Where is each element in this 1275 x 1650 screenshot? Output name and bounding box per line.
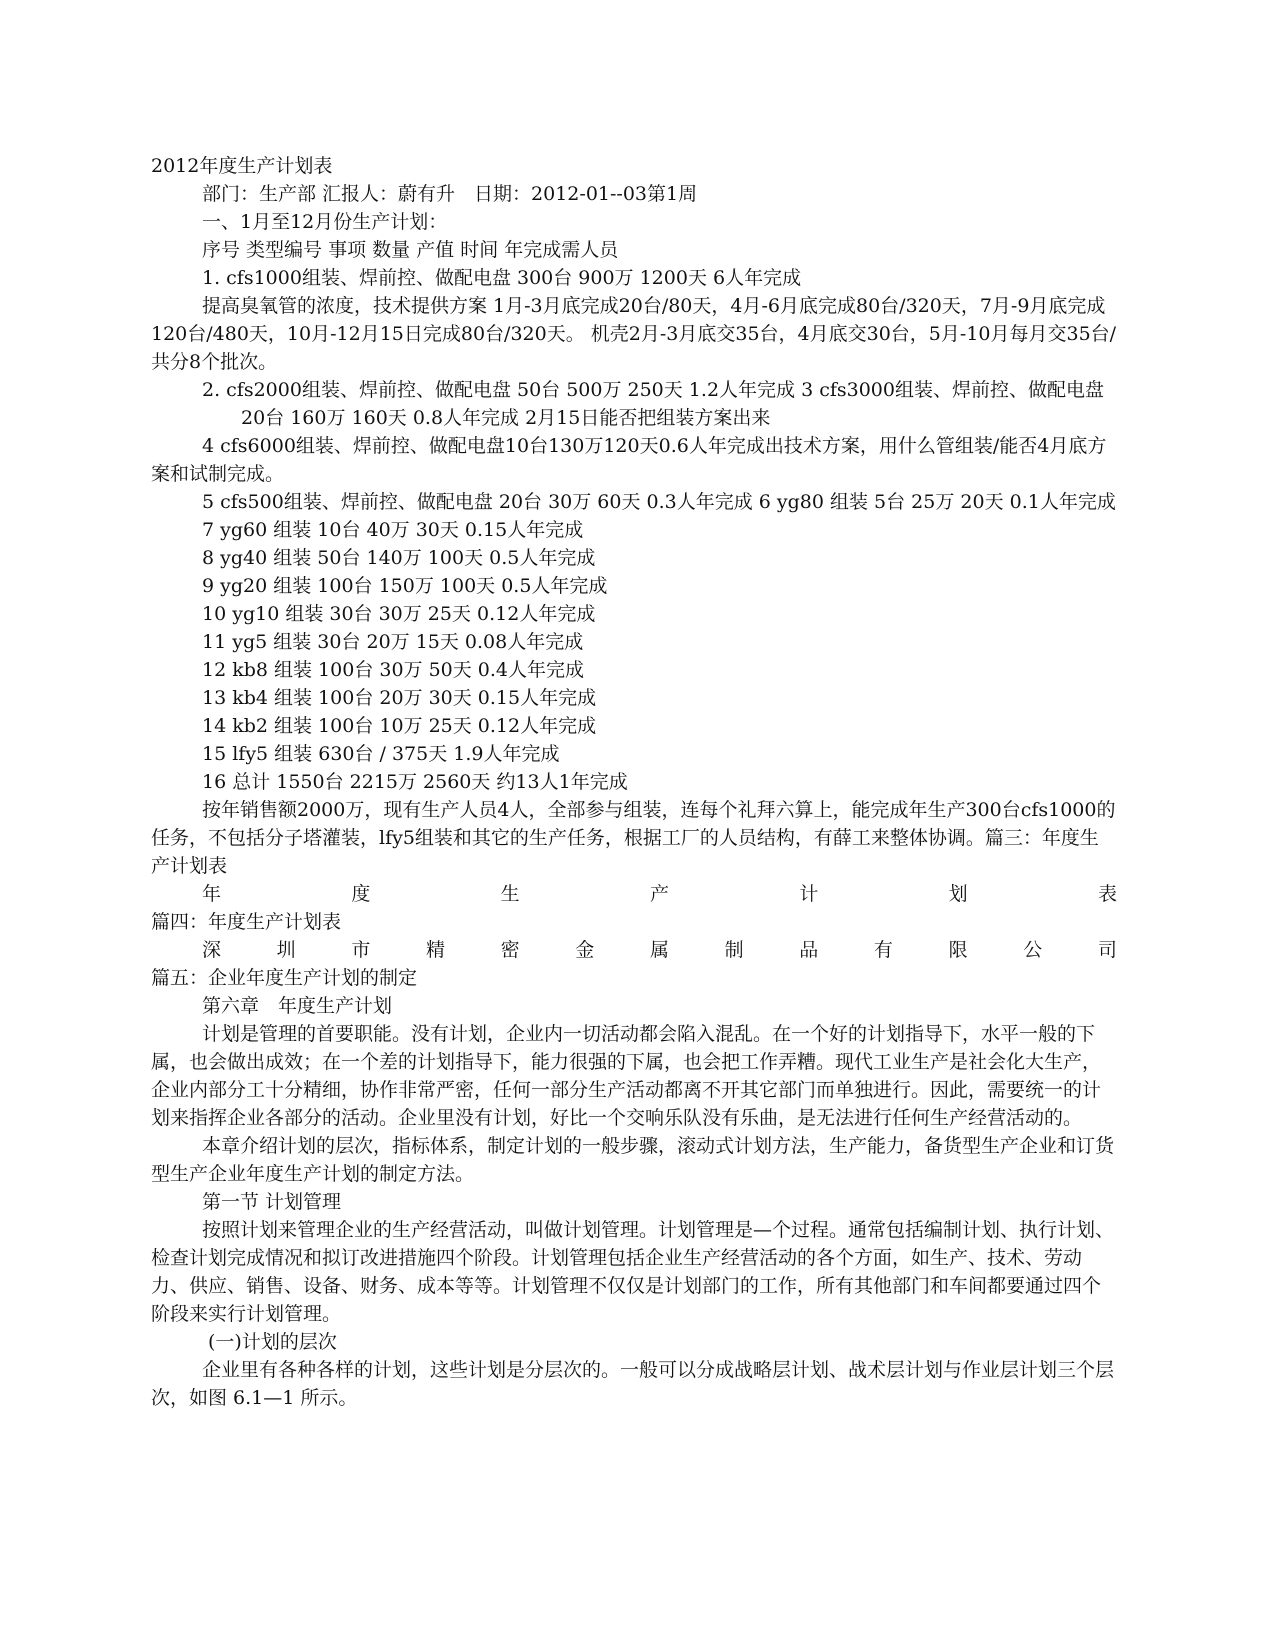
- spread-char: 限: [948, 939, 968, 961]
- spread-char: 金: [575, 939, 595, 961]
- spread-char: 司: [1097, 939, 1117, 961]
- spread-char: 度: [351, 883, 371, 905]
- plan-row: 13 kb4 组装 100台 20万 30天 0.15人年完成: [202, 687, 597, 709]
- spread-char: 精: [425, 939, 445, 961]
- document-body: [151, 152, 1117, 1412]
- spread-char: 制: [724, 939, 744, 961]
- spread-char: 公: [1023, 939, 1043, 961]
- spread-company-line: [151, 936, 1117, 964]
- body-paragraph-1: 计划是管理的首要职能。没有计划，企业内一切活动都会陷入混乱。在一个好的计划指导下，水平一般的下属，也会做出成效；在一个差的计划指导下，能力很强的下属，也会把工作弄糟。现代工业生产是社会化大生产，企业内部分工十分精细，协作非常严密，任何一部分生产活动都离不开其它部门而单独进行。因此，需要统一的计划来指挥企业各部分的活动。企业里没有计划，好比一个交响乐队没有乐曲，是无法进行任何生产经营活动的。: [151, 1023, 1102, 1129]
- plan-row: 11 yg5 组装 30台 20万 15天 0.08人年完成: [202, 631, 584, 653]
- plan-row-total: 16 总计 1550台 2215万 2560天 约13人1年完成: [202, 771, 628, 793]
- table-header-line: 序号 类型编号 事项 数量 产值 时间 年完成需人员: [202, 239, 619, 261]
- chapter-5-heading: 篇五：企业年度生产计划的制定: [151, 967, 418, 989]
- spread-char: 品: [799, 939, 819, 961]
- spread-char: 深: [202, 939, 222, 961]
- subsection-heading: (一)计划的层次: [208, 1331, 337, 1353]
- body-paragraph-2: 本章介绍计划的层次，指标体系，制定计划的一般步骤，滚动式计划方法，生产能力，备货型生产企业和订货型生产企业年度生产计划的制定方法。: [151, 1135, 1115, 1185]
- spread-char: 圳: [276, 939, 296, 961]
- section-heading-1: 第一节 计划管理: [202, 1191, 342, 1213]
- doc-title: 2012年度生产计划表: [151, 155, 333, 177]
- plan-item-1-detail: 提高臭氧管的浓度，技术提供方案 1月-3月底完成20台/80天，4月-6月底完成80台/320天，7月-9月底完成120台/480天，10月-12月15日完成80台/320天。 机壳2月-3月底交35台，4月底交30台，5月-10月每月交35台/共分8个批次。: [151, 295, 1117, 373]
- spread-char: 年: [202, 883, 222, 905]
- plan-row: 8 yg40 组装 50台 140万 100天 0.5人年完成: [202, 547, 596, 569]
- spread-char: 生: [500, 883, 520, 905]
- spread-title-line: [151, 880, 1117, 908]
- spread-char: 产: [649, 883, 669, 905]
- spread-char: 属: [649, 939, 669, 961]
- plan-row: 9 yg20 组装 100台 150万 100天 0.5人年完成: [202, 575, 608, 597]
- spread-char: 市: [351, 939, 371, 961]
- chapter-4-heading: 篇四：年度生产计划表: [151, 911, 342, 933]
- body-paragraph-3: 按照计划来管理企业的生产经营活动，叫做计划管理。计划管理是—个过程。通常包括编制计划、执行计划、检查计划完成情况和拟订改进措施四个阶段。计划管理包括企业生产经营活动的各个方面，如生产、技术、劳动力、供应、销售、设备、财务、成本等等。计划管理不仅仅是计划部门的工作，所有其他部门和车间都要通过四个阶段来实行计划管理。: [151, 1219, 1115, 1325]
- plan-item-5-6: 5 cfs500组装、焊前控、做配电盘 20台 30万 60天 0.3人年完成 6 yg80 组装 5台 25万 20天 0.1人年完成: [202, 491, 1116, 513]
- chapter-6-heading: 第六章 年度生产计划: [202, 995, 393, 1017]
- body-paragraph-4: 企业里有各种各样的计划，这些计划是分层次的。一般可以分成战略层计划、战术层计划与作业层计划三个层次，如图 6.1—1 所示。: [151, 1359, 1115, 1409]
- summary-paragraph: 按年销售额2000万，现有生产人员4人，全部参与组装，连每个礼拜六算上，能完成年生产300台cfs1000的任务，不包括分子塔灌装，lfy5组装和其它的生产任务，根据工厂的人员结构，有薛工来整体协调。篇三：年度生产计划表: [151, 799, 1116, 877]
- plan-row: 15 lfy5 组装 630台 / 375天 1.9人年完成: [202, 743, 560, 765]
- spread-char: 划: [948, 883, 968, 905]
- spread-char: 有: [873, 939, 893, 961]
- plan-item-1: 1. cfs1000组装、焊前控、做配电盘 300台 900万 1200天 6人年完成: [202, 267, 802, 289]
- spread-char: 密: [500, 939, 520, 961]
- section-heading-plan: 一、1月至12月份生产计划：: [202, 211, 448, 233]
- plan-item-4: 4 cfs6000组装、焊前控、做配电盘10台130万120天0.6人年完成出技术方案，用什么管组装/能否4月底方案和试制完成。: [151, 435, 1107, 485]
- plan-row: 12 kb8 组装 100台 30万 50天 0.4人年完成: [202, 659, 585, 681]
- plan-row: 14 kb2 组装 100台 10万 25天 0.12人年完成: [202, 715, 597, 737]
- spread-char: 表: [1097, 883, 1117, 905]
- spread-char: 计: [799, 883, 819, 905]
- doc-meta: 部门：生产部 汇报人：蔚有升 日期：2012-01--03第1周: [202, 183, 698, 205]
- plan-row: 7 yg60 组装 10台 40万 30天 0.15人年完成: [202, 519, 584, 541]
- plan-row: 10 yg10 组装 30台 30万 25天 0.12人年完成: [202, 603, 596, 625]
- plan-item-2-3: 2. cfs2000组装、焊前控、做配电盘 50台 500万 250天 1.2人年完成 3 cfs3000组装、焊前控、做配电盘 20台 160万 160天 0.8人年完成 2月15日能否把组装方案出来: [202, 379, 1104, 429]
